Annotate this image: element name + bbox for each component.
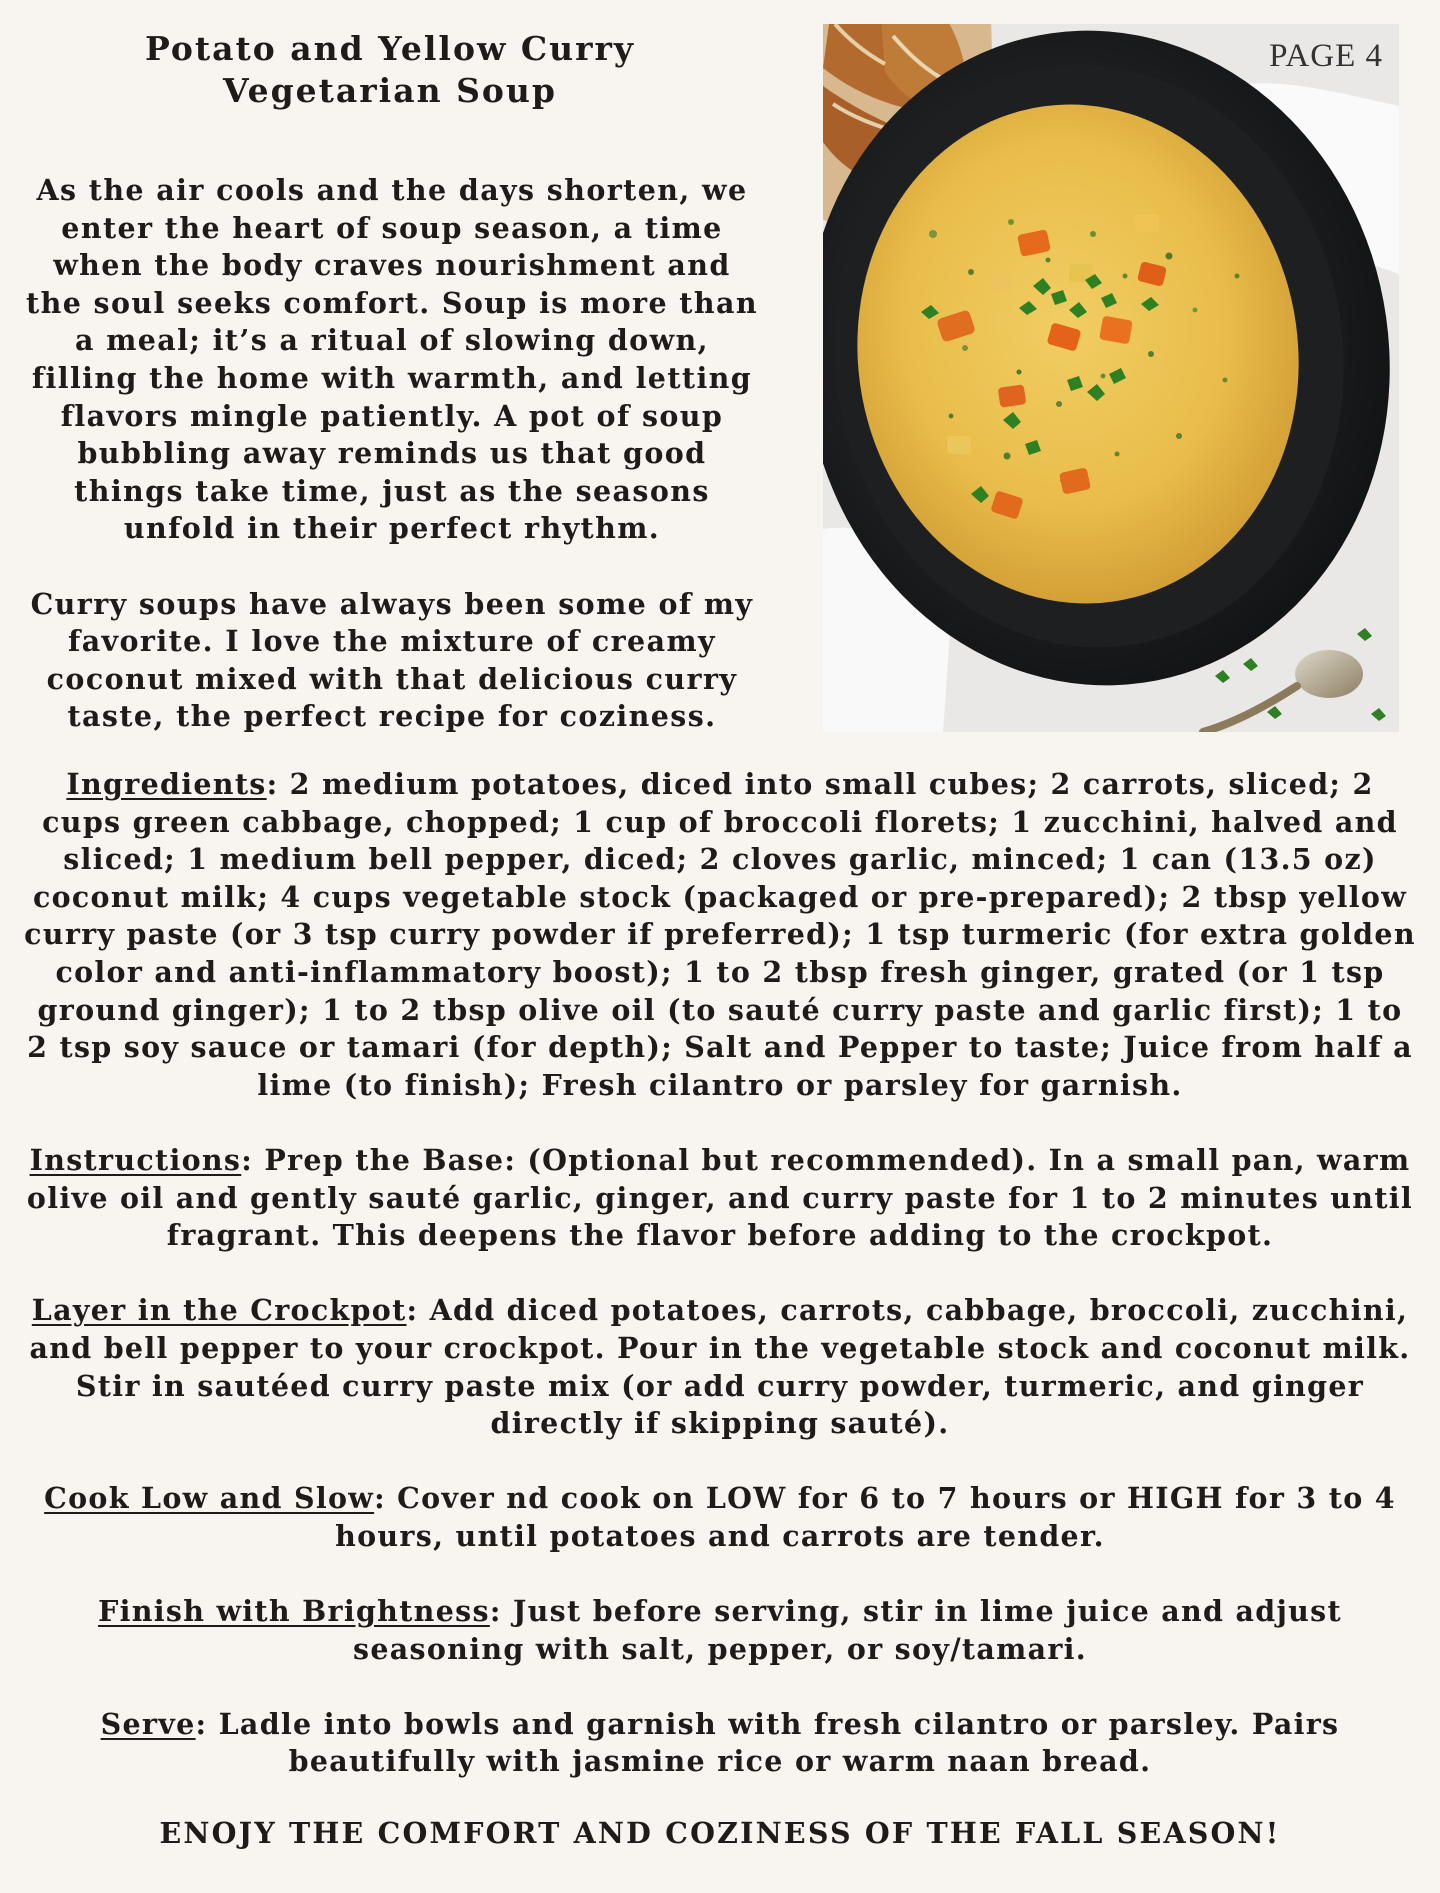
recipe-title	[30, 28, 750, 112]
page-label: PAGE 4	[1269, 38, 1383, 74]
soup-pot-photo-icon	[823, 24, 1399, 732]
instructions-text: : Prep the Base: (Optional but recommended). In a small pan, warm olive oil and gently sauté garlic, ginger, and curry paste for 1 to 2 minutes until fragrant. This deepens the flavor before adding to the crockpot.	[26, 1142, 1414, 1253]
recipe-body	[22, 766, 1418, 1819]
cook-text: : Cover nd cook on LOW for 6 to 7 hours or HIGH for 3 to 4 hours, until potatoes and carrots are tender.	[335, 1481, 1396, 1553]
cook-label: Cook Low and Slow	[44, 1481, 375, 1516]
serve-text: : Ladle into bowls and garnish with fresh cilantro or parsley. Pairs beautifully with jasmine rice or warm naan bread.	[195, 1706, 1340, 1779]
closing-line: ENOJY THE COMFORT AND COZINESS OF THE FALL SEASON!	[159, 1816, 1281, 1850]
finish-label: Finish with Brightness	[98, 1594, 490, 1629]
intro-paragraph-2: Curry soups have always been some of my favorite. I love the mixture of creamy coconut mixed with that delicious curry taste, the perfect recipe for coziness.	[30, 586, 754, 734]
finish-text: : Just before serving, stir in lime juice and adjust seasoning with salt, pepper, or soy/tamari.	[352, 1594, 1342, 1666]
soup-photo	[823, 24, 1399, 732]
finish-section	[22, 1593, 1418, 1668]
ingredients-text: : 2 medium potatoes, diced into small cubes; 2 carrots, sliced; 2 cups green cabbage, chopped; 1 cup of broccoli florets; 1 zucchini, halved and sliced; 1 medium bell pepper, diced; 2 cloves garlic, minced; 1 can (13.5 oz) coconut milk; 4 cups vegetable stock (packaged or pre-prepared); 2 tbsp yellow curry paste (or 3 tsp curry powder if preferred); 1 tsp turmeric (for extra golden color and anti-inflammatory boost); 1 to 2 tbsp fresh ginger, grated (or 1 tsp ground ginger); 1 to 2 tbsp olive oil (to sauté curry paste and garlic first); 1 to 2 tsp soy sauce or tamari (for depth); Salt and Pepper to taste; Juice from half a lime (to finish); Fresh cilantro or parsley for garnish.	[24, 767, 1416, 1102]
recipe-title-line-2: Vegetarian Soup	[223, 71, 557, 110]
layer-text: : Add diced potatoes, carrots, cabbage, broccoli, zucchini, and bell pepper to your crockpot. Pour in the vegetable stock and coconut milk. Stir in sautéed curry paste mix (or add curry powder, turmeric, and ginger directly if skipping sauté).	[29, 1293, 1411, 1441]
recipe-title-line-1: Potato and Yellow Curry	[144, 29, 636, 68]
layer-label: Layer in the Crockpot	[31, 1293, 407, 1328]
intro-text	[22, 172, 762, 736]
intro-paragraph-1: As the air cools and the days shorten, we enter the heart of soup season, a time when the body craves nourishment and the soul seeks comfort. Soup is more than a meal; it’s a ritual of slowing down, filling the home with warmth, and letting flavors mingle patiently. A pot of soup bubbling away reminds us that good things take time, just as the seasons unfold in their perfect rhythm.	[26, 173, 758, 546]
ingredients-label: Ingredients	[66, 767, 267, 801]
ingredients-section	[22, 766, 1418, 1104]
layer-section	[22, 1292, 1418, 1442]
instructions-label: Instructions	[29, 1142, 242, 1177]
cook-section	[22, 1480, 1418, 1555]
instructions-section	[22, 1142, 1418, 1255]
serve-label: Serve	[100, 1706, 196, 1741]
serve-section	[22, 1706, 1418, 1781]
